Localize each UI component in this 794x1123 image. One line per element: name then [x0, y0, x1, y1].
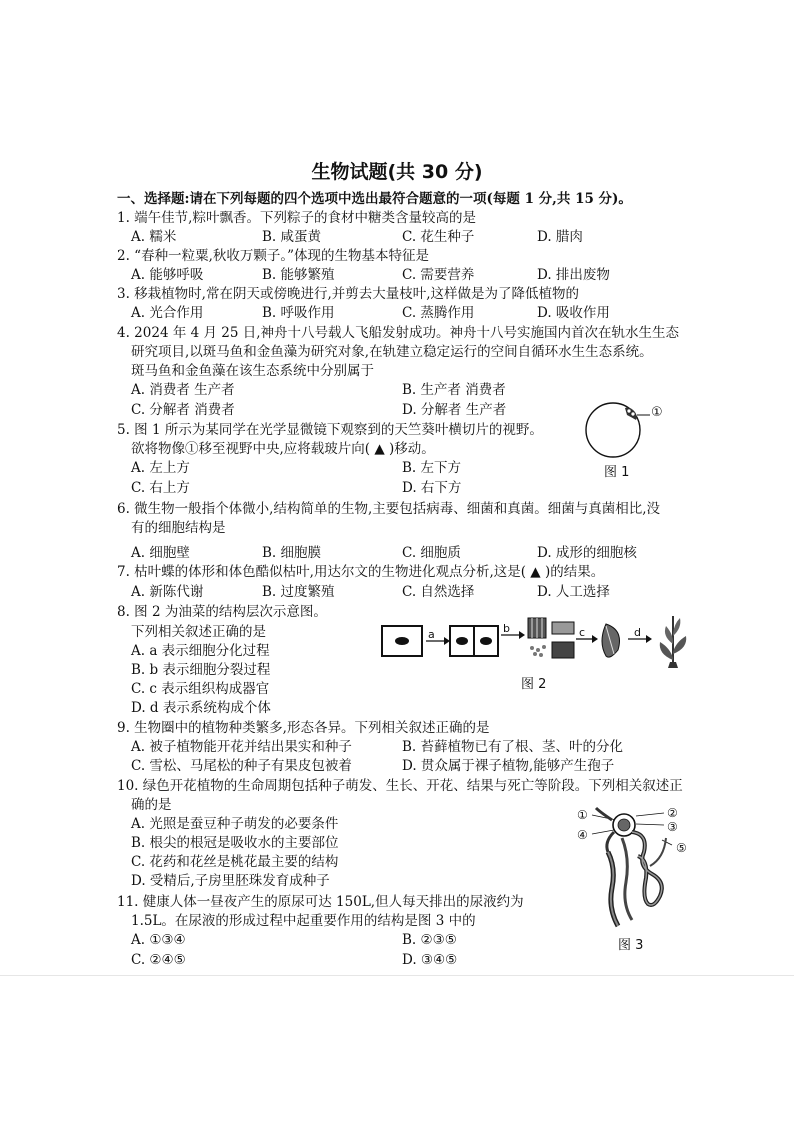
q5-stem-line2: 欲将物像①移至视野中央,应将载玻片向( ▲ )移动。 — [131, 441, 435, 457]
q6-option-a: A. 细胞壁 — [131, 545, 190, 561]
figure-1-microscope-view — [585, 400, 695, 460]
q8-option-a: A. a 表示细胞分化过程 — [131, 643, 270, 659]
q8-option-d: D. d 表示系统构成个体 — [131, 700, 271, 716]
q8-stem-line2: 下列相关叙述正确的是 — [131, 624, 266, 640]
q11-option-d: D. ③④⑤ — [402, 952, 458, 968]
figure-3-marker-4: ④ — [577, 828, 588, 842]
q9-option-c: C. 雪松、马尾松的种子有果皮包被着 — [131, 758, 352, 774]
figure-3-caption: 图 3 — [618, 938, 644, 953]
q7-stem: 7. 枯叶蝶的体形和体色酷似枯叶,用达尔文的生物进化观点分析,这是( ▲ )的结果。 — [117, 564, 605, 580]
q5-option-a: A. 左上方 — [131, 460, 190, 476]
figure-2-caption: 图 2 — [521, 677, 547, 692]
q2-option-c: C. 需要营养 — [402, 267, 475, 283]
q2-option-a: A. 能够呼吸 — [131, 267, 204, 283]
q11-stem-line2: 1.5L。在尿液的形成过程中起重要作用的结构是图 3 中的 — [131, 913, 476, 929]
q6-option-d: D. 成形的细胞核 — [537, 545, 637, 561]
q1-option-d: D. 腊肉 — [537, 229, 583, 245]
q7-option-c: C. 自然选择 — [402, 584, 475, 600]
figure-1-marker: ① — [651, 405, 663, 420]
q4-option-a: A. 消费者 生产者 — [131, 382, 235, 398]
q6-option-b: B. 细胞膜 — [262, 545, 322, 561]
q10-stem-line1: 10. 绿色开花植物的生命周期包括种子萌发、生长、开花、结果与死亡等阶段。下列相关叙述正 — [117, 778, 683, 794]
q4-option-b: B. 生产者 消费者 — [402, 382, 506, 398]
q11-stem-line1: 11. 健康人体一昼夜产生的原尿可达 150L,但人每天排出的尿液约为 — [117, 894, 524, 910]
page-title: 生物试题(共 30 分) — [311, 161, 483, 183]
q7-option-a: A. 新陈代谢 — [131, 584, 204, 600]
q5-stem-line1: 5. 图 1 所示为某同学在光学显微镜下观察到的天竺葵叶横切片的视野。 — [117, 422, 543, 438]
q7-option-d: D. 人工选择 — [537, 584, 610, 600]
figure-2-arrow-b: b — [503, 622, 510, 635]
q5-option-c: C. 右上方 — [131, 480, 190, 496]
q3-stem: 3. 移栽植物时,常在阴天或傍晚进行,并剪去大量枝叶,这样做是为了降低植物的 — [117, 286, 580, 302]
q8-option-b: B. b 表示细胞分裂过程 — [131, 662, 271, 678]
q11-option-a: A. ①③④ — [131, 932, 186, 948]
figure-3-marker-3: ③ — [667, 820, 678, 834]
q10-option-c: C. 花药和花丝是桃花最主要的结构 — [131, 854, 339, 870]
q4-stem-line1: 4. 2024 年 4 月 25 日,神舟十八号载人飞船发射成功。神舟十八号实施国内首次在轨水生生态 — [117, 325, 680, 341]
q6-stem-line2: 有的细胞结构是 — [131, 520, 226, 536]
q3-option-c: C. 蒸腾作用 — [402, 305, 475, 321]
figure-3-marker-5: ⑤ — [676, 841, 687, 855]
q5-option-b: B. 左下方 — [402, 460, 462, 476]
q8-stem-line1: 8. 图 2 为油菜的结构层次示意图。 — [117, 604, 327, 620]
q2-option-b: B. 能够繁殖 — [262, 267, 335, 283]
figure-3-marker-2: ② — [667, 806, 678, 820]
figure-1-caption: 图 1 — [604, 465, 630, 480]
q5-option-d: D. 右下方 — [402, 480, 462, 496]
q4-option-d: D. 分解者 生产者 — [402, 402, 507, 418]
q4-stem-line3: 斑马鱼和金鱼藻在该生态系统中分别属于 — [131, 363, 374, 379]
figure-3-marker-1: ① — [577, 808, 588, 822]
q1-option-a: A. 糯米 — [131, 229, 177, 245]
q3-option-a: A. 光合作用 — [131, 305, 204, 321]
q10-option-a: A. 光照是蚕豆种子萌发的必要条件 — [131, 816, 339, 832]
q1-option-c: C. 花生种子 — [402, 229, 475, 245]
section-heading: 一、选择题:请在下列每题的四个选项中选出最符合题意的一项(每题 1 分,共 15 分)。 — [117, 191, 632, 207]
q3-option-d: D. 吸收作用 — [537, 305, 610, 321]
q9-option-a: A. 被子植物能开花并结出果实和种子 — [131, 739, 352, 755]
q4-option-c: C. 分解者 消费者 — [131, 402, 235, 418]
page-divider — [0, 975, 794, 976]
q11-option-c: C. ②④⑤ — [131, 952, 186, 968]
q7-option-b: B. 过度繁殖 — [262, 584, 335, 600]
figure-2-arrow-d: d — [634, 626, 641, 639]
q1-option-b: B. 咸蛋黄 — [262, 229, 322, 245]
q9-stem: 9. 生物圈中的植物种类繁多,形态各异。下列相关叙述正确的是 — [117, 720, 490, 736]
q10-stem-line2: 确的是 — [131, 797, 172, 813]
figure-2-arrow-a: a — [428, 628, 435, 641]
q10-option-d: D. 受精后,子房里胚珠发育成种子 — [131, 873, 330, 889]
q1-stem: 1. 端午佳节,粽叶飘香。下列粽子的食材中糖类含量较高的是 — [117, 210, 476, 226]
q9-option-b: B. 苔藓植物已有了根、茎、叶的分化 — [402, 739, 624, 755]
q2-option-d: D. 排出废物 — [537, 267, 610, 283]
figure-2-arrow-c: c — [579, 626, 586, 639]
q6-stem-line1: 6. 微生物一般指个体微小,结构简单的生物,主要包括病毒、细菌和真菌。细菌与真菌相比,没 — [117, 501, 661, 517]
q2-stem: 2. “春种一粒粟,秋收万颗子。”体现的生物基本特征是 — [117, 248, 430, 264]
q4-stem-line2: 研究项目,以斑马鱼和金鱼藻为研究对象,在轨建立稳定运行的空间自循环水生生态系统。 — [131, 344, 653, 360]
q11-option-b: B. ②③⑤ — [402, 932, 457, 948]
q10-option-b: B. 根尖的根冠是吸收水的主要部位 — [131, 835, 339, 851]
q9-option-d: D. 贯众属于裸子植物,能够产生孢子 — [402, 758, 615, 774]
q8-option-c: C. c 表示组织构成器官 — [131, 681, 270, 697]
q3-option-b: B. 呼吸作用 — [262, 305, 335, 321]
figure-3-nephron — [578, 808, 698, 928]
q6-option-c: C. 细胞质 — [402, 545, 461, 561]
